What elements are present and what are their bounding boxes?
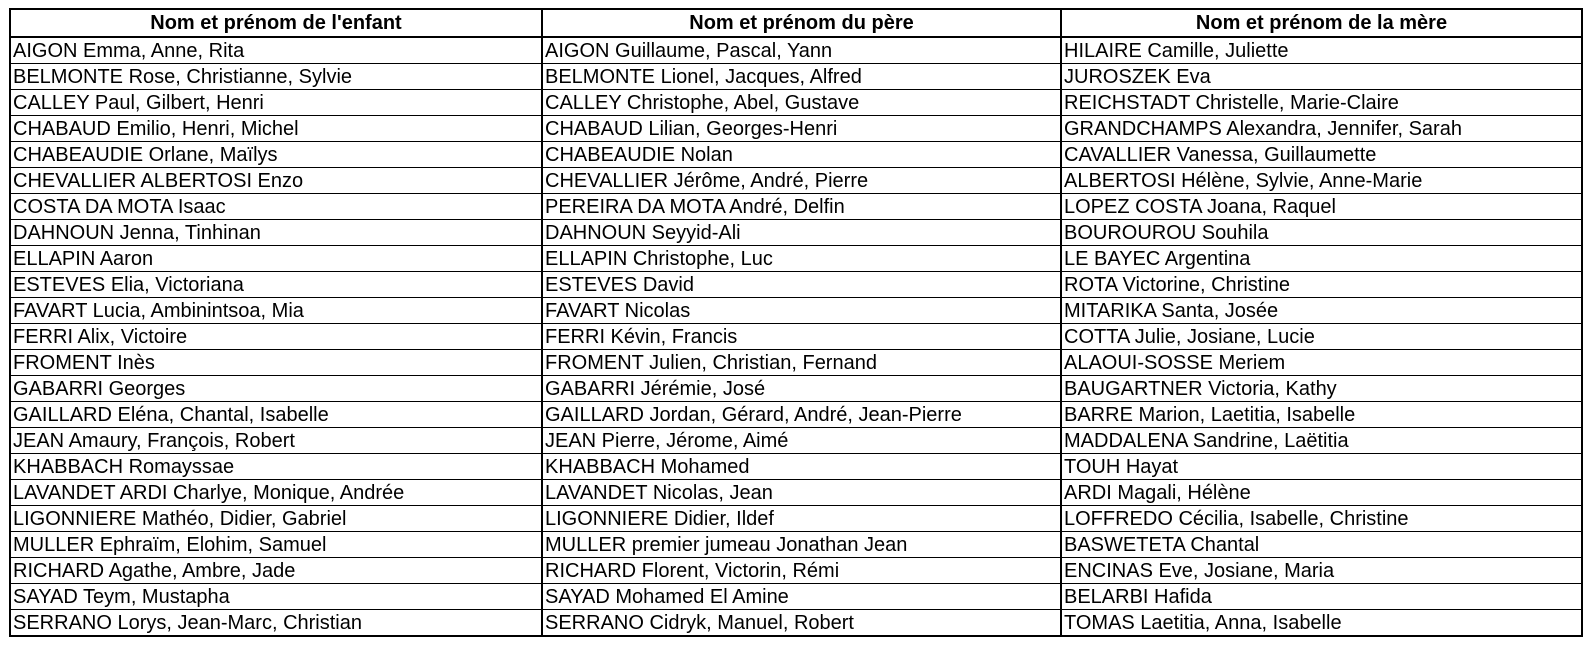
mother-name-cell: LOFFREDO Cécilia, Isabelle, Christine <box>1061 506 1582 532</box>
child-name-cell: FERRI Alix, Victoire <box>10 324 542 350</box>
table-row <box>10 298 1582 324</box>
father-name-cell: RICHARD Florent, Victorin, Rémi <box>542 558 1061 584</box>
mother-name-cell: ARDI Magali, Hélène <box>1061 480 1582 506</box>
table-row <box>10 428 1582 454</box>
child-name-cell: ESTEVES Elia, Victoriana <box>10 272 542 298</box>
child-name-cell: AIGON Emma, Anne, Rita <box>10 37 542 64</box>
mother-name-cell: GRANDCHAMPS Alexandra, Jennifer, Sarah <box>1061 116 1582 142</box>
child-name-cell: LIGONNIERE Mathéo, Didier, Gabriel <box>10 506 542 532</box>
child-name-cell: GAILLARD Eléna, Chantal, Isabelle <box>10 402 542 428</box>
table-row <box>10 64 1582 90</box>
child-name-cell: DAHNOUN Jenna, Tinhinan <box>10 220 542 246</box>
mother-name-cell: ENCINAS Eve, Josiane, Maria <box>1061 558 1582 584</box>
mother-name-cell: LOPEZ COSTA Joana, Raquel <box>1061 194 1582 220</box>
mother-name-cell: BASWETETA Chantal <box>1061 532 1582 558</box>
mother-name-cell: TOMAS Laetitia, Anna, Isabelle <box>1061 610 1582 637</box>
father-name-cell: CHABAUD Lilian, Georges-Henri <box>542 116 1061 142</box>
table-row <box>10 194 1582 220</box>
mother-name-cell: BELARBI Hafida <box>1061 584 1582 610</box>
table-row <box>10 584 1582 610</box>
mother-name-cell: MADDALENA Sandrine, Laëtitia <box>1061 428 1582 454</box>
father-name-cell: PEREIRA DA MOTA André, Delfin <box>542 194 1061 220</box>
child-name-cell: LAVANDET ARDI Charlye, Monique, Andrée <box>10 480 542 506</box>
table-row <box>10 90 1582 116</box>
mother-name-cell: BARRE Marion, Laetitia, Isabelle <box>1061 402 1582 428</box>
father-name-cell: FAVART Nicolas <box>542 298 1061 324</box>
father-name-cell: AIGON Guillaume, Pascal, Yann <box>542 37 1061 64</box>
child-name-cell: CHEVALLIER ALBERTOSI Enzo <box>10 168 542 194</box>
child-name-cell: FAVART Lucia, Ambinintsoa, Mia <box>10 298 542 324</box>
father-name-cell: CHEVALLIER Jérôme, André, Pierre <box>542 168 1061 194</box>
mother-name-cell: MITARIKA Santa, Josée <box>1061 298 1582 324</box>
child-name-cell: CALLEY Paul, Gilbert, Henri <box>10 90 542 116</box>
table-row <box>10 480 1582 506</box>
child-name-cell: KHABBACH Romayssae <box>10 454 542 480</box>
table-row <box>10 558 1582 584</box>
table-row <box>10 37 1582 64</box>
father-name-cell: CALLEY Christophe, Abel, Gustave <box>542 90 1061 116</box>
father-name-cell: BELMONTE Lionel, Jacques, Alfred <box>542 64 1061 90</box>
mother-name-cell: CAVALLIER Vanessa, Guillaumette <box>1061 142 1582 168</box>
child-name-cell: FROMENT Inès <box>10 350 542 376</box>
father-name-cell: LAVANDET Nicolas, Jean <box>542 480 1061 506</box>
table-row <box>10 350 1582 376</box>
child-name-cell: MULLER Ephraïm, Elohim, Samuel <box>10 532 542 558</box>
birth-register-table <box>9 8 1583 637</box>
father-name-cell: SAYAD Mohamed El Amine <box>542 584 1061 610</box>
table-row <box>10 506 1582 532</box>
child-name-cell: BELMONTE Rose, Christianne, Sylvie <box>10 64 542 90</box>
father-name-cell: DAHNOUN Seyyid-Ali <box>542 220 1061 246</box>
mother-name-cell: BAUGARTNER Victoria, Kathy <box>1061 376 1582 402</box>
mother-name-cell: TOUH Hayat <box>1061 454 1582 480</box>
header-father-name: Nom et prénom du père <box>542 9 1061 37</box>
table-row <box>10 376 1582 402</box>
father-name-cell: FROMENT Julien, Christian, Fernand <box>542 350 1061 376</box>
table-row <box>10 220 1582 246</box>
father-name-cell: ELLAPIN Christophe, Luc <box>542 246 1061 272</box>
mother-name-cell: BOUROUROU Souhila <box>1061 220 1582 246</box>
mother-name-cell: HILAIRE Camille, Juliette <box>1061 37 1582 64</box>
header-child-name: Nom et prénom de l'enfant <box>10 9 542 37</box>
child-name-cell: COSTA DA MOTA Isaac <box>10 194 542 220</box>
father-name-cell: MULLER premier jumeau Jonathan Jean <box>542 532 1061 558</box>
table-row <box>10 610 1582 637</box>
table-row <box>10 402 1582 428</box>
mother-name-cell: REICHSTADT Christelle, Marie-Claire <box>1061 90 1582 116</box>
child-name-cell: SAYAD Teym, Mustapha <box>10 584 542 610</box>
father-name-cell: JEAN Pierre, Jérome, Aimé <box>542 428 1061 454</box>
father-name-cell: CHABEAUDIE Nolan <box>542 142 1061 168</box>
child-name-cell: RICHARD Agathe, Ambre, Jade <box>10 558 542 584</box>
child-name-cell: ELLAPIN Aaron <box>10 246 542 272</box>
father-name-cell: LIGONNIERE Didier, Ildef <box>542 506 1061 532</box>
table-row <box>10 272 1582 298</box>
header-mother-name: Nom et prénom de la mère <box>1061 9 1582 37</box>
child-name-cell: CHABAUD Emilio, Henri, Michel <box>10 116 542 142</box>
child-name-cell: SERRANO Lorys, Jean-Marc, Christian <box>10 610 542 637</box>
father-name-cell: SERRANO Cidryk, Manuel, Robert <box>542 610 1061 637</box>
child-name-cell: JEAN Amaury, François, Robert <box>10 428 542 454</box>
mother-name-cell: JUROSZEK Eva <box>1061 64 1582 90</box>
father-name-cell: GABARRI Jérémie, José <box>542 376 1061 402</box>
table-row <box>10 168 1582 194</box>
table-row <box>10 532 1582 558</box>
mother-name-cell: ALBERTOSI Hélène, Sylvie, Anne-Marie <box>1061 168 1582 194</box>
mother-name-cell: ALAOUI-SOSSE Meriem <box>1061 350 1582 376</box>
child-name-cell: CHABEAUDIE Orlane, Maïlys <box>10 142 542 168</box>
table-row <box>10 246 1582 272</box>
table-body <box>10 37 1582 636</box>
father-name-cell: KHABBACH Mohamed <box>542 454 1061 480</box>
mother-name-cell: LE BAYEC Argentina <box>1061 246 1582 272</box>
mother-name-cell: COTTA Julie, Josiane, Lucie <box>1061 324 1582 350</box>
header-row <box>10 9 1582 37</box>
father-name-cell: ESTEVES David <box>542 272 1061 298</box>
mother-name-cell: ROTA Victorine, Christine <box>1061 272 1582 298</box>
table-row <box>10 116 1582 142</box>
table-header <box>10 9 1582 37</box>
father-name-cell: FERRI Kévin, Francis <box>542 324 1061 350</box>
table-row <box>10 142 1582 168</box>
father-name-cell: GAILLARD Jordan, Gérard, André, Jean-Pierre <box>542 402 1061 428</box>
table-row <box>10 324 1582 350</box>
table-row <box>10 454 1582 480</box>
child-name-cell: GABARRI Georges <box>10 376 542 402</box>
